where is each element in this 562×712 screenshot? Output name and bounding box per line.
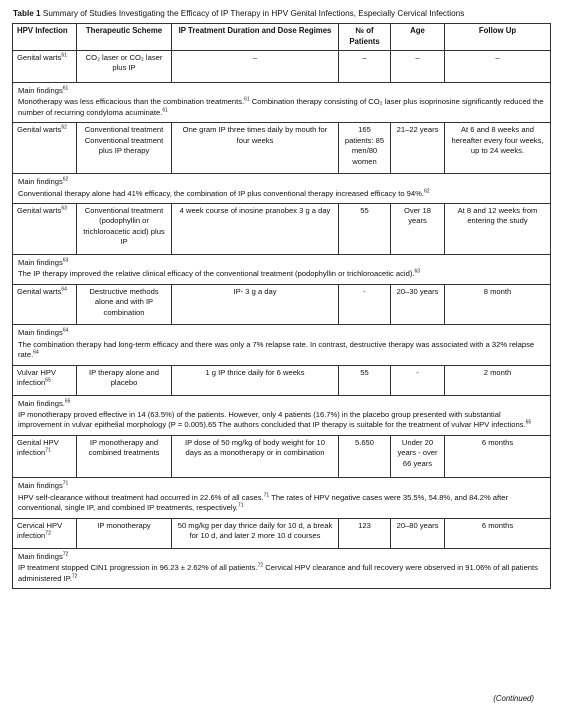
cell-dose-regime-text: 50 mg/kg per day thrice daily for 10 d, a break for 10 d, and later 2 more 10 d courses <box>177 520 333 541</box>
reference-superscript: 61 <box>244 96 250 103</box>
main-findings-label <box>18 258 545 268</box>
cell-age-text: – <box>415 52 420 62</box>
cell-therapeutic-scheme-text: IP monotherapy <box>97 520 151 530</box>
main-findings-cell <box>13 395 551 435</box>
reference-superscript: 65 <box>525 419 532 426</box>
cell-dose-regime-text: 4 week course of inosine pranobex 3 g a day <box>179 205 331 215</box>
cell-patients <box>339 365 391 395</box>
cell-hpv-infection <box>13 203 77 254</box>
findings-segment: IP treatment stopped CIN1 progression in 96.23 ± 2.62% of all patients. <box>18 563 258 573</box>
reference-superscript: 72 <box>45 530 51 537</box>
main-findings-cell <box>13 254 551 284</box>
reference-superscript: 64 <box>61 286 67 293</box>
cell-age-text: - <box>416 367 419 377</box>
header-follow-up: Follow Up <box>445 24 551 51</box>
findings-row <box>13 548 551 588</box>
reference-superscript: 62 <box>61 124 67 131</box>
cell-hpv-infection <box>13 518 77 548</box>
cell-hpv-infection-text: Genital warts <box>17 286 62 296</box>
cell-follow-up-text: 8 month <box>483 286 512 296</box>
cell-patients-text: – <box>362 52 367 62</box>
main-findings-text <box>18 97 545 118</box>
cell-follow-up-text: 6 months <box>481 520 514 530</box>
main-findings-label-text: Main findings. <box>18 398 65 408</box>
cell-patients <box>339 203 391 254</box>
cell-patients-text: - <box>363 286 366 296</box>
cell-age <box>391 203 445 254</box>
cell-patients <box>339 50 391 82</box>
table-row <box>13 50 551 82</box>
cell-follow-up <box>445 123 551 174</box>
cell-age <box>391 50 445 82</box>
table-row <box>13 123 551 174</box>
cell-age <box>391 365 445 395</box>
findings-segment: IP monotherapy proved effective in 14 (63.5%) of the patients. However, only 4 patients (16.7%) in the placebo group presented with substantial improvement in vulvar epithelial morphology (P = 0.005).65 The authors concluded that IP therapy is suitable for the treatment of vulvar HPV infections. <box>18 410 526 430</box>
cell-therapeutic-scheme <box>77 203 172 254</box>
cell-hpv-infection <box>13 50 77 82</box>
cell-age <box>391 284 445 324</box>
cell-age-text: 20–30 years <box>396 286 439 296</box>
continued-note: (Continued) <box>493 694 534 703</box>
cell-therapeutic-scheme-text: IP monotherapy and combined treatments <box>88 437 160 458</box>
cell-hpv-infection-text: Cervical HPV infection <box>17 520 63 541</box>
cell-follow-up <box>445 50 551 82</box>
cell-dose-regime-text: One gram IP three times daily by mouth for four weeks <box>182 125 328 145</box>
reference-superscript: 71 <box>62 480 69 487</box>
cell-follow-up-text: At 6 and 8 weeks and hereafter every four weeks, up to 24 weeks. <box>451 125 544 156</box>
cell-hpv-infection <box>13 284 77 324</box>
findings-segment: The rates of HPV negative cases were 35.5%, 54.8%, and 84.2% after conventional, single IP, and combined IP treatments, respectively. <box>18 492 508 513</box>
main-findings-label <box>18 177 545 187</box>
findings-row <box>13 395 551 435</box>
findings-row <box>13 325 551 365</box>
cell-age-text: 21–22 years <box>396 125 439 135</box>
table-row <box>13 365 551 395</box>
findings-segment: Monotherapy was less efficacious than the combination treatments. <box>18 97 245 107</box>
reference-superscript: 72 <box>62 551 69 558</box>
cell-follow-up-text: – <box>495 52 500 62</box>
cell-follow-up-text: At 8 and 12 weeks from entering the study <box>457 205 538 226</box>
cell-hpv-infection-text: Genital warts <box>17 205 62 215</box>
findings-row <box>13 478 551 518</box>
cell-patients-text: 123 <box>358 520 371 530</box>
cell-hpv-infection <box>13 435 77 477</box>
table-row <box>13 435 551 477</box>
main-findings-label <box>18 481 545 491</box>
cell-therapeutic-scheme <box>77 123 172 174</box>
reference-superscript: 71 <box>45 447 51 454</box>
cell-hpv-infection <box>13 123 77 174</box>
cell-hpv-infection-text: Vulvar HPV infection <box>17 367 56 388</box>
reference-superscript: 72 <box>257 562 264 569</box>
cell-age <box>391 518 445 548</box>
reference-superscript: 61 <box>61 52 67 59</box>
reference-superscript: 62 <box>423 187 430 194</box>
cell-therapeutic-scheme-text: Destructive methods alone and with IP combination <box>89 286 159 317</box>
cell-dose-regime <box>172 365 339 395</box>
cell-dose-regime-text: – <box>252 52 258 62</box>
findings-segment: HPV self-clearance without treatment had occurred in 22.6% of all cases. <box>18 492 264 502</box>
cell-dose-regime <box>172 284 339 324</box>
cell-therapeutic-scheme <box>77 435 172 477</box>
findings-segment: Cervical HPV clearance and full recovery were observed in 91.06% of all patients administered IP. <box>18 563 538 583</box>
main-findings-cell <box>13 174 551 204</box>
cell-patients-text: 5.650 <box>354 437 374 447</box>
main-findings-text <box>18 189 545 199</box>
cell-patients <box>339 518 391 548</box>
cell-dose-regime <box>172 123 339 174</box>
main-findings-text <box>18 563 545 584</box>
cell-therapeutic-scheme <box>77 365 172 395</box>
reference-superscript: 72 <box>71 573 78 580</box>
main-findings-label-text: Main findings <box>18 551 63 561</box>
findings-row <box>13 254 551 284</box>
main-findings-text <box>18 493 545 514</box>
cell-follow-up <box>445 435 551 477</box>
header-dose-regimes: IP Treatment Duration and Dose Regimes <box>172 24 339 51</box>
findings-segment: The IP therapy improved the relative clinical efficacy of the conventional treatment (podophyllin or trichloroacetic acid). <box>18 269 415 279</box>
cell-dose-regime <box>172 50 339 82</box>
cell-dose-regime-text: 1 g IP thrice daily for 6 weeks <box>205 367 305 377</box>
cell-therapeutic-scheme <box>77 284 172 324</box>
cell-dose-regime-text: IP- 3 g a day <box>233 286 277 296</box>
reference-superscript: 71 <box>237 502 244 509</box>
header-therapeutic-scheme: Therapeutic Scheme <box>77 24 172 51</box>
cell-dose-regime <box>172 518 339 548</box>
table-row <box>13 203 551 254</box>
cell-age <box>391 435 445 477</box>
table-row <box>13 284 551 324</box>
table-row <box>13 518 551 548</box>
cell-patients-text: 55 <box>360 205 369 215</box>
reference-superscript: 63 <box>61 205 67 212</box>
main-findings-label <box>18 328 545 338</box>
reference-superscript: 71 <box>263 492 270 499</box>
table-body <box>13 50 551 588</box>
main-findings-cell <box>13 82 551 122</box>
cell-age-text: Over 18 years <box>403 205 431 226</box>
table-header-row <box>13 24 551 51</box>
main-findings-label-text: Main findings <box>18 257 63 267</box>
cell-therapeutic-scheme <box>77 518 172 548</box>
findings-segment: The combination therapy had long-term efficacy and there was only a 7% relapse rate. In contrast, destructive therapy was associated with a 32% relapse rate. <box>18 339 535 360</box>
findings-segment: Combination therapy consisting of CO₂ laser plus isoprinosine significantly reduced the number of recurring condyloma acuminate. <box>18 97 544 117</box>
reference-superscript: 64 <box>33 349 39 356</box>
cell-therapeutic-scheme-text: Conventional treatment (podophyllin or trichloroacetic acid) plus IP <box>83 205 165 247</box>
table-caption <box>13 8 550 19</box>
cell-age-text: Under 20 years - over 66 years <box>397 437 438 468</box>
cell-patients <box>339 123 391 174</box>
header-age: Age <box>391 24 445 51</box>
cell-age-text: 20–80 years <box>396 520 439 530</box>
reference-superscript: 63 <box>62 257 69 264</box>
main-findings-label-text: Main findings <box>18 481 63 491</box>
cell-age <box>391 123 445 174</box>
main-findings-label-text: Main findings <box>18 177 63 187</box>
cell-follow-up-text: 6 months <box>481 437 514 447</box>
main-findings-text <box>18 269 545 279</box>
header-hpv-infection: HPV Infection <box>13 24 77 51</box>
cell-hpv-infection-text: Genital HPV infection <box>17 437 59 458</box>
main-findings-label-text: Main findings <box>18 328 63 338</box>
studies-table <box>12 23 551 589</box>
cell-patients-text: 55 <box>360 367 369 377</box>
reference-superscript: 62 <box>62 176 69 183</box>
cell-patients-text: 165 patients: 85 men/80 women <box>344 125 385 166</box>
main-findings-text <box>18 340 545 361</box>
findings-segment: Conventional therapy alone had 41% efficacy, the combination of IP plus conventional therapy increased efficacy to 94%. <box>18 188 424 198</box>
cell-therapeutic-scheme <box>77 50 172 82</box>
reference-superscript: 65 <box>45 377 51 384</box>
reference-superscript: 64 <box>62 327 69 334</box>
main-findings-label <box>18 86 545 96</box>
main-findings-label-text: Main findings <box>18 85 63 95</box>
reference-superscript: 63 <box>414 268 421 275</box>
cell-dose-regime <box>172 203 339 254</box>
cell-patients <box>339 435 391 477</box>
reference-superscript: 61 <box>62 85 69 92</box>
findings-row <box>13 174 551 204</box>
cell-therapeutic-scheme-text: IP therapy alone and placebo <box>89 367 159 388</box>
reference-superscript: 65 <box>64 398 71 404</box>
table-title: Summary of Studies Investigating the Efficacy of IP Therapy in HPV Genital Infections, Especially Cervical Infections <box>42 9 465 18</box>
cell-hpv-infection-text: Genital warts <box>17 125 62 135</box>
cell-dose-regime <box>172 435 339 477</box>
findings-row <box>13 82 551 122</box>
cell-follow-up <box>445 284 551 324</box>
cell-follow-up <box>445 365 551 395</box>
cell-follow-up <box>445 518 551 548</box>
cell-follow-up-text: 2 month <box>483 367 512 377</box>
main-findings-cell <box>13 548 551 588</box>
cell-therapeutic-scheme-text: CO₂ laser or CO₂ laser plus IP <box>85 52 163 73</box>
cell-dose-regime-text: IP dose of 50 mg/kg of body weight for 10 days as a monotherapy or in combination <box>184 437 325 458</box>
main-findings-cell <box>13 325 551 365</box>
main-findings-label <box>18 399 545 409</box>
cell-hpv-infection-text: Genital warts <box>17 52 62 62</box>
cell-hpv-infection <box>13 365 77 395</box>
cell-follow-up <box>445 203 551 254</box>
header-patients: № of Patients <box>339 24 391 51</box>
reference-superscript: 61 <box>162 107 168 114</box>
table-label: Table 1 <box>13 9 41 18</box>
cell-therapeutic-scheme-text: Conventional treatment Conventional treatment plus IP therapy <box>84 125 164 156</box>
main-findings-cell <box>13 478 551 518</box>
main-findings-label <box>18 552 545 562</box>
main-findings-text <box>18 410 545 431</box>
cell-patients <box>339 284 391 324</box>
